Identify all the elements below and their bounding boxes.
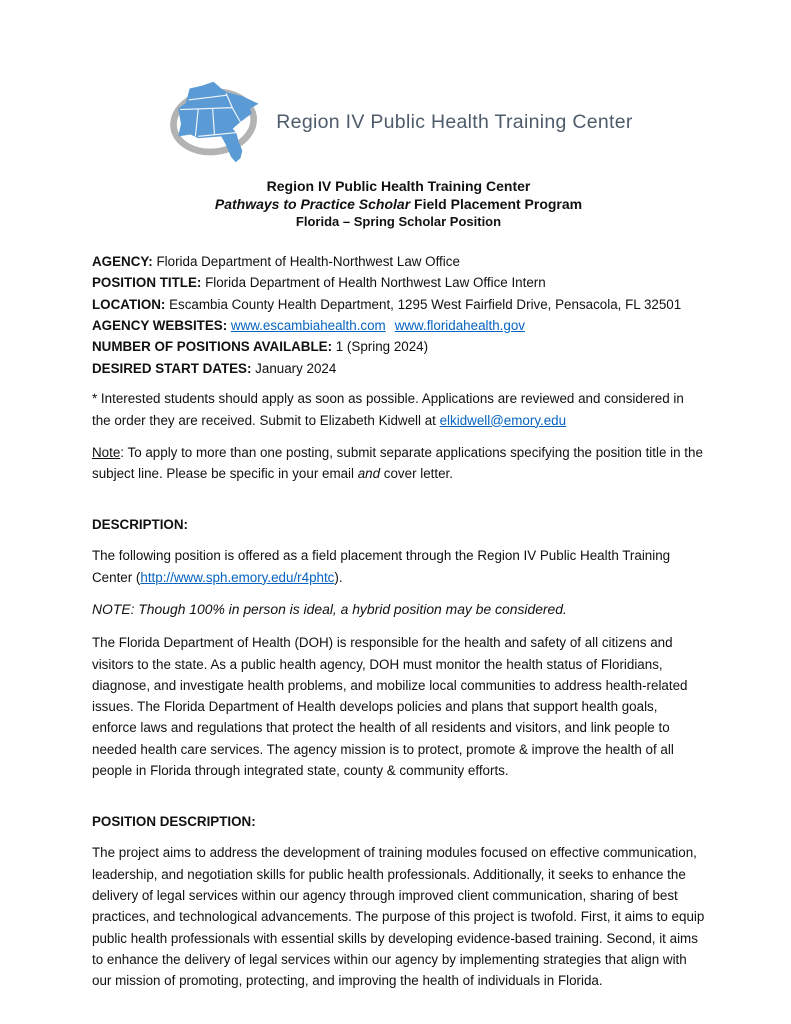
info-row-position-title: [92, 272, 705, 293]
application-instructions-text: * Interested students should apply as soon as possible. Applications are reviewed and considered in the order they are received. Submit to Elizabeth Kidwell at: [92, 391, 684, 428]
title-line-1: Region IV Public Health Training Center: [266, 178, 531, 194]
r4phtc-link[interactable]: http://www.sph.emory.edu/r4phtc: [140, 569, 335, 585]
logo-text: Region IV Public Health Training Center: [276, 110, 633, 133]
positions-available-value: 1 (Spring 2024): [332, 339, 429, 355]
position-title-label: POSITION TITLE:: [92, 275, 202, 291]
location-value: Escambia County Health Department, 1295 West Fairfield Drive, Pensacola, FL 32501: [165, 296, 682, 312]
location-label: LOCATION:: [92, 296, 166, 312]
escambia-website-link[interactable]: www.escambiahealth.com: [230, 318, 386, 333]
description-heading: DESCRIPTION:: [92, 517, 188, 533]
websites-label: AGENCY WEBSITES:: [92, 318, 228, 333]
note-paragraph: [92, 442, 705, 485]
note-label: Note: [92, 444, 121, 460]
info-row-start-dates: [92, 358, 705, 379]
info-row-websites: [92, 315, 705, 336]
start-dates-value: January 2024: [251, 360, 337, 376]
description-intro-text: The following position is offered as a field placement through the Region IV Public Health Training Center (: [92, 548, 671, 585]
title-line-3: Florida – Spring Scholar Position: [295, 214, 502, 230]
logo: [92, 76, 705, 168]
position-description-heading: POSITION DESCRIPTION:: [92, 814, 256, 830]
note-text-end: cover letter.: [380, 466, 453, 482]
agency-label: AGENCY:: [92, 253, 153, 269]
hybrid-note: NOTE: Though 100% in person is ideal, a hybrid position may be considered.: [92, 601, 567, 617]
application-instructions: [92, 388, 705, 431]
title-line-2: [92, 196, 705, 214]
email-link[interactable]: elkidwell@emory.edu: [439, 412, 567, 428]
positions-available-label: NUMBER OF POSITIONS AVAILABLE:: [92, 339, 333, 355]
position-description-body: The project aims to address the development of training modules focused on effective communication, leadership, and negotiation skills for public health professionals. Additionally, it seeks to enhance the delivery of legal services within our agency through improved client communication, sharing of best practices, and technological advancements. The purpose of this project is twofold. First, it aims to equip public health professionals with essential skills by developing evidence-based training. Second, it aims to enhance the delivery of legal services within our agency by implementing strategies that align with our mission of promoting, protecting, and improving the health of individuals in Florida.: [92, 845, 705, 989]
agency-info: [92, 251, 705, 379]
title-block: [92, 178, 705, 231]
description-intro: [92, 545, 705, 588]
title-line-2-regular: Field Placement Program: [410, 195, 583, 212]
info-row-agency: [92, 251, 705, 272]
info-row-location: [92, 294, 705, 315]
note-text: : To apply to more than one posting, submit separate applications specifying the position title in the subject line. Please be specific in your email: [92, 444, 703, 482]
description-intro-end: ).: [334, 569, 343, 585]
start-dates-label: DESIRED START DATES:: [92, 360, 252, 376]
info-row-positions-available: [92, 336, 705, 357]
title-line-2-italic: Pathways to Practice Scholar: [214, 195, 411, 212]
floridahealth-website-link[interactable]: www.floridahealth.gov: [394, 318, 525, 333]
note-italic-word: and: [357, 466, 381, 482]
description-body: The Florida Department of Health (DOH) is responsible for the health and safety of all citizens and visitors to the state. As a public health agency, DOH must monitor the health status of Floridians, diagnose, and investigate health problems, and mobilize local communities to address health-related issues. The Florida Department of Health develops policies and plans that support health goals, enforce laws and regulations that protect the health of all residents and visitors, and link people to needed health care services. The agency mission is to protect, promote & improve the health of all people in Florida through integrated state, county & community efforts.: [92, 635, 688, 779]
agency-value: Florida Department of Health-Northwest Law Office: [152, 253, 460, 269]
position-title-value: Florida Department of Health Northwest Law Office Intern: [201, 275, 546, 291]
region-iv-map-icon: [164, 76, 267, 168]
